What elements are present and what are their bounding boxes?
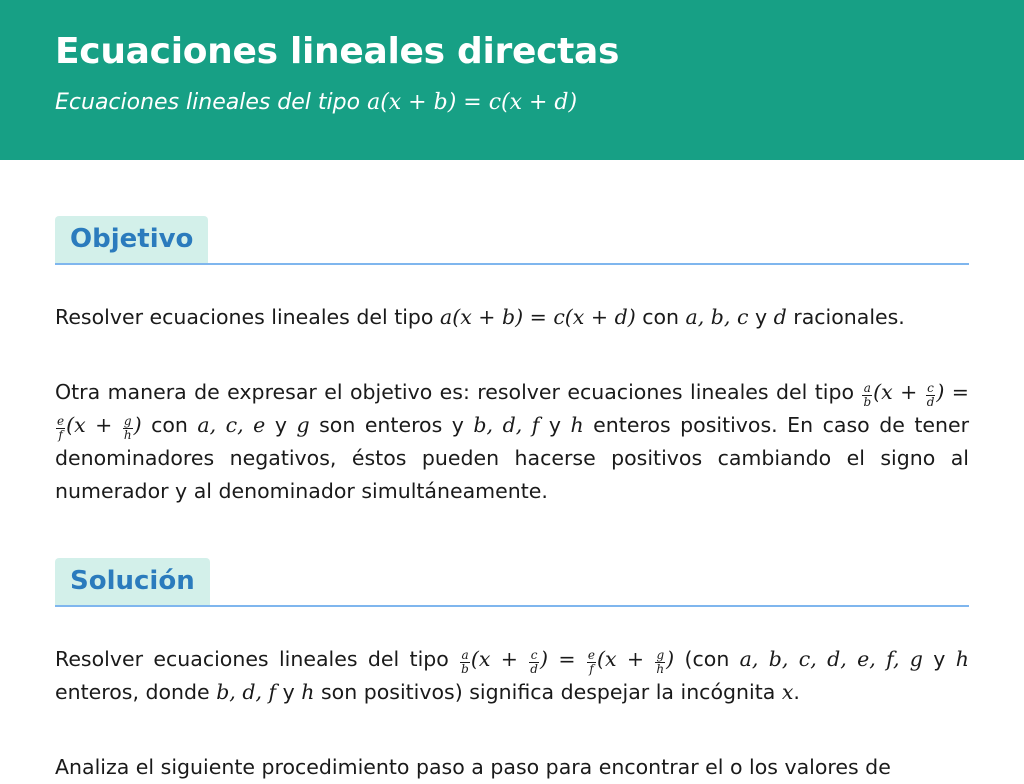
- text: Resolver ecuaciones lineales del tipo: [55, 647, 460, 671]
- formula: (x +: [596, 647, 655, 671]
- objetivo-paragraph-2: [55, 376, 969, 508]
- text: racionales.: [786, 305, 905, 329]
- denominator: f: [58, 427, 63, 442]
- objetivo-paragraph-1: [55, 301, 969, 334]
- text: (con: [674, 647, 740, 671]
- formula: (x +: [873, 380, 925, 404]
- text: Analiza el siguiente procedimiento paso a paso para encontrar el o los valores de: [55, 755, 891, 779]
- text: Resolver ecuaciones lineales del tipo: [55, 305, 440, 329]
- fraction: [56, 415, 65, 442]
- numerator: g: [123, 413, 132, 428]
- formula: (x +: [470, 647, 529, 671]
- page-header: [0, 0, 1024, 160]
- numerator: e: [57, 413, 65, 428]
- variable: h: [570, 413, 584, 437]
- variables: a, b, c: [685, 305, 749, 329]
- text: con: [635, 305, 686, 329]
- text: son positivos) significa despejar la incógnita: [314, 680, 782, 704]
- denominator: f: [589, 661, 594, 676]
- text: y: [265, 413, 297, 437]
- denominator: h: [656, 661, 665, 676]
- numerator: e: [587, 647, 595, 662]
- variables: a, b, c, d, e, f, g: [739, 647, 923, 671]
- formula: a(x + b) = c(x + d): [440, 305, 636, 329]
- subtitle-text: Ecuaciones lineales del tipo: [55, 90, 368, 115]
- section-objetivo-header: [55, 216, 969, 265]
- text: .: [793, 680, 800, 704]
- text: con: [141, 413, 198, 437]
- denominator: b: [461, 661, 469, 676]
- variables: a, c, e: [197, 413, 266, 437]
- main-content: [0, 216, 1024, 784]
- page-subtitle: [55, 88, 969, 118]
- section-solucion-title: Solución: [55, 558, 210, 605]
- text: y: [748, 305, 774, 329]
- fraction: [123, 415, 133, 442]
- formula: ): [133, 413, 142, 437]
- denominator: b: [863, 394, 872, 409]
- section-objetivo-title: Objetivo: [55, 216, 208, 263]
- page-title: Ecuaciones lineales directas: [55, 31, 620, 72]
- fraction: [862, 382, 872, 409]
- numerator: c: [530, 647, 538, 662]
- variable: h: [955, 647, 969, 671]
- text: y: [539, 413, 571, 437]
- formula: (x +: [66, 413, 122, 437]
- fraction: [529, 649, 539, 676]
- formula: ): [666, 647, 675, 671]
- text: y: [276, 680, 302, 704]
- numerator: c: [927, 380, 934, 395]
- denominator: d: [530, 661, 538, 676]
- variables: b, d, f: [473, 413, 540, 437]
- subtitle-formula: a(x + b) = c(x + d): [367, 90, 578, 115]
- variable: g: [296, 413, 310, 437]
- text: son enteros y: [309, 413, 474, 437]
- fraction: [926, 382, 936, 409]
- fraction: [460, 649, 470, 676]
- text: Otra manera de expresar el objetivo es: resolver ecuaciones lineales del tipo: [55, 380, 862, 404]
- fraction: [655, 649, 665, 676]
- denominator: h: [123, 427, 132, 442]
- solucion-paragraph-1: [55, 643, 969, 709]
- numerator: a: [863, 380, 871, 395]
- variable: d: [773, 305, 787, 329]
- variables: b, d, f: [216, 680, 277, 704]
- text: enteros, donde: [55, 680, 217, 704]
- variable: x: [781, 680, 794, 704]
- formula: ) =: [539, 647, 586, 671]
- text: enteros positivos. En caso de tener denominadores negativos, éstos pueden hacerse positivos cambiando el signo al numerador y al denominador simultáneamente.: [55, 413, 970, 503]
- denominator: d: [926, 394, 935, 409]
- text: y: [922, 647, 956, 671]
- formula: ) =: [936, 380, 969, 404]
- numerator: a: [461, 647, 469, 662]
- section-solucion-header: [55, 558, 969, 607]
- numerator: g: [656, 647, 665, 662]
- variable: h: [301, 680, 315, 704]
- fraction: [587, 649, 596, 676]
